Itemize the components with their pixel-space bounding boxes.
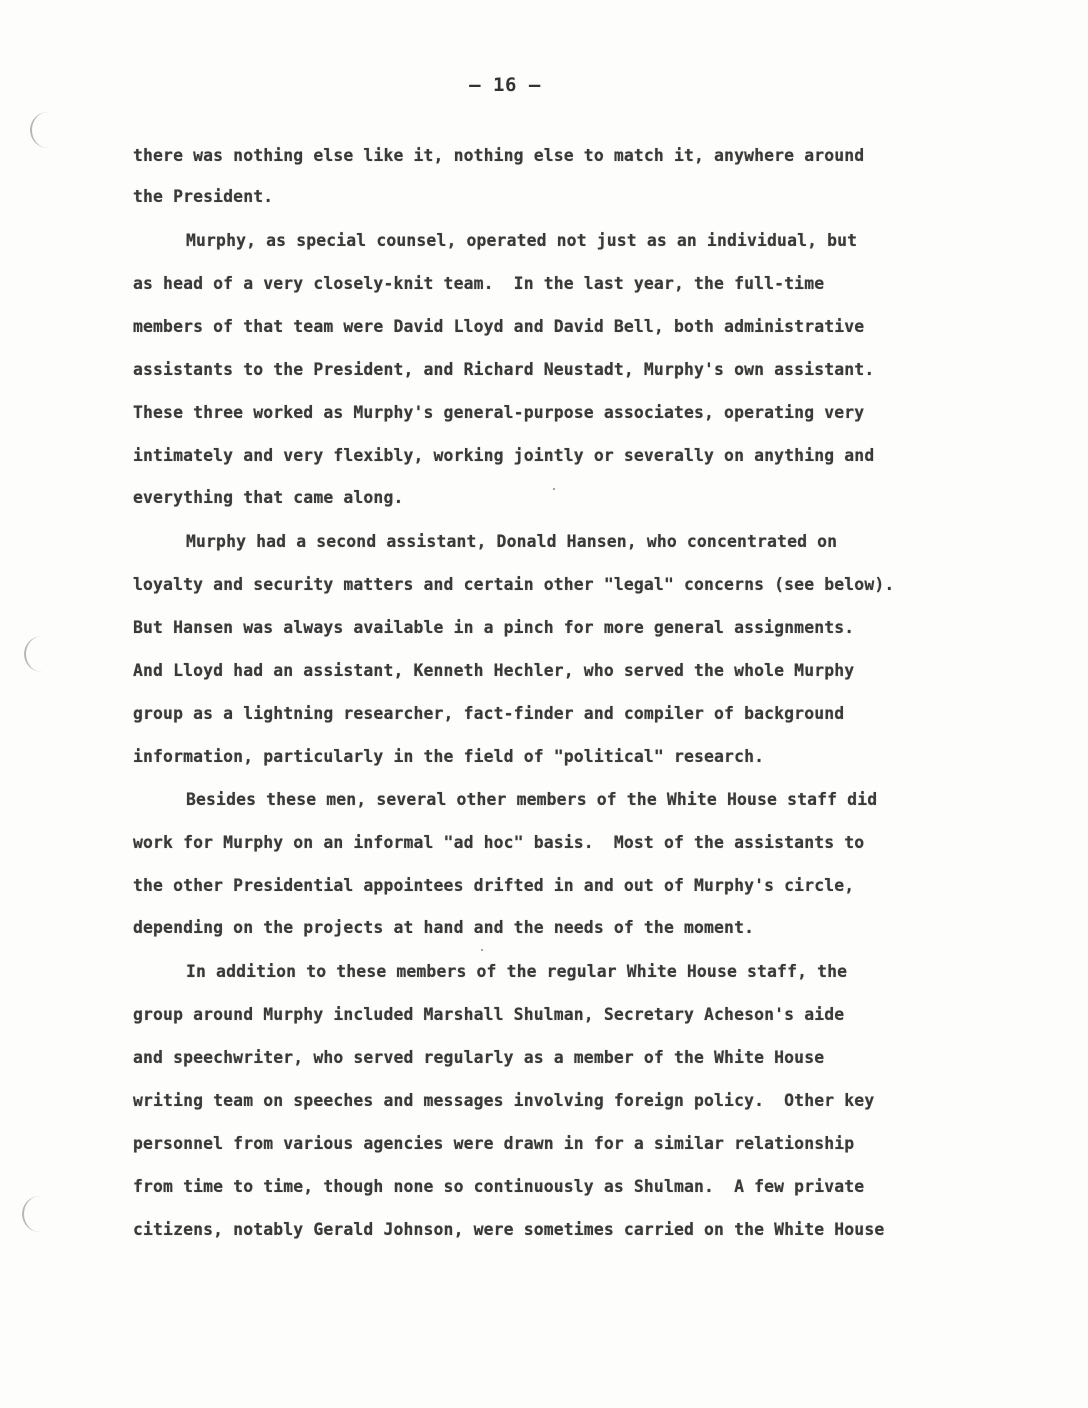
text-line: as head of a very closely-knit team. In the last year, the full-time bbox=[133, 274, 825, 293]
text-line: intimately and very flexibly, working jointly or severally on anything and bbox=[133, 446, 875, 465]
paper-speck bbox=[481, 949, 483, 951]
paragraph-first-line: Besides these men, several other members of the White House staff did bbox=[186, 790, 878, 809]
text-line: there was nothing else like it, nothing else to match it, anywhere around bbox=[133, 146, 865, 165]
text-line: and speechwriter, who served regularly as a member of the White House bbox=[133, 1048, 825, 1067]
text-line: These three worked as Murphy's general-purpose associates, operating very bbox=[133, 403, 865, 422]
text-line: loyalty and security matters and certain other "legal" concerns (see below). bbox=[133, 575, 895, 594]
text-line: And Lloyd had an assistant, Kenneth Hechler, who served the whole Murphy bbox=[133, 661, 855, 680]
text-line: everything that came along. bbox=[133, 488, 404, 507]
text-line: members of that team were David Lloyd and David Bell, both administrative bbox=[133, 317, 865, 336]
page-number: — 16 — bbox=[469, 74, 541, 96]
text-line: the other Presidential appointees drifted in and out of Murphy's circle, bbox=[133, 876, 855, 895]
text-line: personnel from various agencies were drawn in for a similar relationship bbox=[133, 1134, 855, 1153]
hole-punch-mark-middle bbox=[24, 636, 48, 672]
hole-punch-mark-bottom bbox=[22, 1196, 46, 1232]
text-line: assistants to the President, and Richard Neustadt, Murphy's own assistant. bbox=[133, 360, 875, 379]
paragraph-first-line: Murphy, as special counsel, operated not just as an individual, but bbox=[186, 231, 858, 250]
text-line: the President. bbox=[133, 187, 274, 206]
text-line: information, particularly in the field of "political" research. bbox=[133, 747, 765, 766]
text-line: depending on the projects at hand and the needs of the moment. bbox=[133, 918, 755, 937]
text-line: from time to time, though none so continuously as Shulman. A few private bbox=[133, 1177, 865, 1196]
text-line: work for Murphy on an informal "ad hoc" basis. Most of the assistants to bbox=[133, 833, 865, 852]
text-line: citizens, notably Gerald Johnson, were sometimes carried on the White House bbox=[133, 1220, 885, 1239]
paragraph-first-line: Murphy had a second assistant, Donald Hansen, who concentrated on bbox=[186, 532, 838, 551]
text-line: group around Murphy included Marshall Shulman, Secretary Acheson's aide bbox=[133, 1005, 845, 1024]
text-line: But Hansen was always available in a pinch for more general assignments. bbox=[133, 618, 855, 637]
text-line: writing team on speeches and messages involving foreign policy. Other key bbox=[133, 1091, 875, 1110]
paragraph-first-line: In addition to these members of the regular White House staff, the bbox=[186, 962, 848, 981]
text-line: group as a lightning researcher, fact-finder and compiler of background bbox=[133, 704, 845, 723]
hole-punch-mark-top bbox=[30, 112, 54, 148]
